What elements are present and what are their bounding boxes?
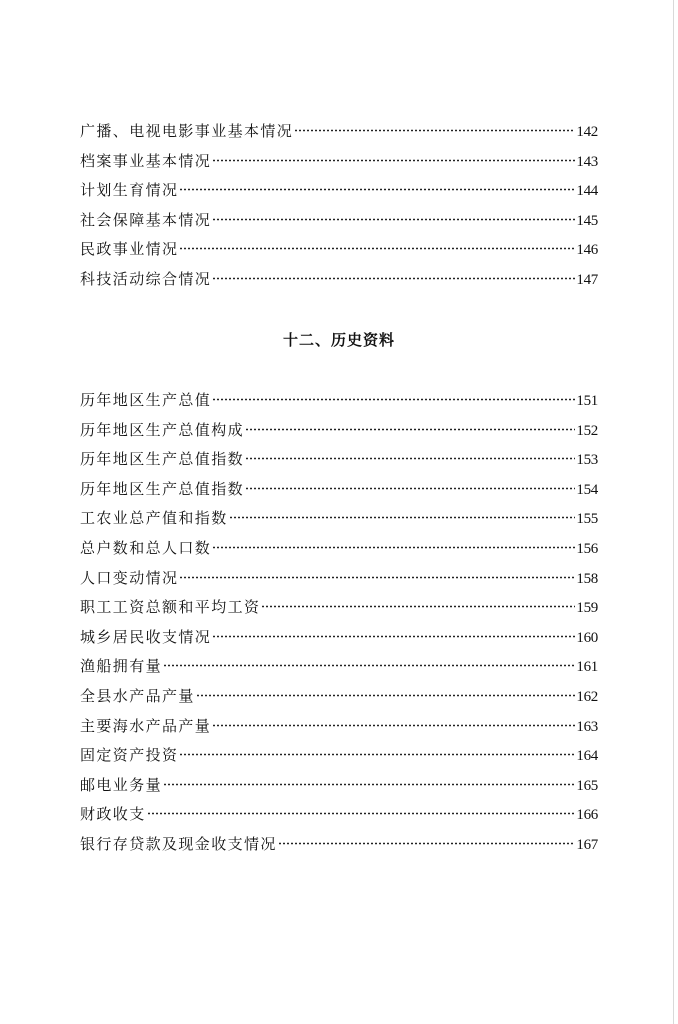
toc-leader-dots	[229, 516, 576, 519]
page-edge-rule	[673, 0, 674, 1024]
toc-entry-title: 社会保障基本情况	[80, 210, 212, 229]
toc-entry-page: 160	[576, 629, 598, 646]
toc-leader-dots	[212, 724, 575, 727]
toc-entry-title: 主要海水产品产量	[80, 716, 212, 735]
section-heading: 十二、历史资料	[282, 331, 395, 349]
toc-entry-page: 152	[576, 422, 598, 439]
toc-entry-title: 总户数和总人口数	[80, 538, 212, 557]
toc-entry-title: 全县水产品产量	[80, 686, 195, 705]
toc-entry-page: 153	[576, 452, 598, 469]
toc-entry[interactable]	[80, 564, 598, 594]
toc-leader-dots	[212, 635, 575, 638]
toc-leader-dots	[179, 247, 575, 250]
toc-leader-dots	[294, 129, 575, 132]
toc-entry-page: 155	[576, 511, 598, 528]
toc-leader-dots	[245, 457, 575, 460]
toc-entry-title: 历年地区生产总值指数	[80, 479, 245, 498]
toc-leader-dots	[261, 605, 575, 608]
toc-entry[interactable]	[80, 712, 598, 742]
toc-entry[interactable]	[80, 504, 598, 534]
toc-leader-dots	[179, 753, 575, 756]
toc-entry-title: 历年地区生产总值构成	[80, 420, 245, 439]
toc-entry[interactable]	[80, 206, 598, 236]
toc-leader-dots	[147, 812, 576, 815]
toc-entry[interactable]	[80, 830, 598, 860]
toc-leader-dots	[163, 783, 575, 786]
toc-list-history	[80, 386, 598, 860]
toc-entry-title: 工农业总产值和指数	[80, 509, 228, 528]
toc-entry-title: 广播、电视电影事业基本情况	[80, 122, 294, 140]
toc-entry-page: 162	[576, 688, 598, 705]
toc-entry-title: 银行存贷款及现金收支情况	[80, 834, 277, 853]
toc-entry-page: 144	[576, 183, 598, 200]
toc-entry[interactable]	[80, 741, 598, 771]
toc-entry-page: 165	[576, 777, 598, 794]
toc-entry-title: 计划生育情况	[80, 181, 179, 200]
toc-entry-title: 民政事业情况	[80, 240, 179, 259]
toc-entry-page: 142	[576, 124, 598, 140]
toc-entry[interactable]	[80, 117, 598, 147]
toc-entry-page: 143	[576, 153, 598, 170]
toc-leader-dots	[245, 487, 575, 490]
toc-leader-dots	[196, 694, 576, 697]
toc-entry[interactable]	[80, 416, 598, 446]
toc-entry-page: 166	[576, 807, 598, 824]
toc-leader-dots	[179, 188, 575, 191]
toc-entry[interactable]	[80, 475, 598, 505]
toc-entry-title: 科技活动综合情况	[80, 269, 212, 288]
toc-entry[interactable]	[80, 147, 598, 177]
toc-entry[interactable]	[80, 176, 598, 206]
toc-leader-dots	[245, 428, 575, 431]
toc-entry-page: 159	[576, 600, 598, 617]
toc-entry-page: 154	[576, 481, 598, 498]
toc-entry[interactable]	[80, 534, 598, 564]
toc-leader-dots	[212, 546, 575, 549]
toc-entry[interactable]	[80, 623, 598, 653]
toc-entry-page: 163	[576, 718, 598, 735]
toc-entry-title: 人口变动情况	[80, 568, 179, 587]
toc-entry-page: 156	[576, 540, 598, 557]
toc-entry[interactable]	[80, 652, 598, 682]
toc-entry[interactable]	[80, 265, 598, 295]
toc-entry-title: 职工工资总额和平均工资	[80, 598, 261, 617]
toc-entry[interactable]	[80, 235, 598, 265]
toc-leader-dots	[179, 576, 575, 579]
toc-entry-title: 历年地区生产总值	[80, 391, 212, 409]
toc-entry[interactable]	[80, 771, 598, 801]
toc-leader-dots	[278, 842, 576, 845]
toc-entry[interactable]	[80, 386, 598, 416]
toc-leader-dots	[212, 159, 575, 162]
toc-entry[interactable]	[80, 682, 598, 712]
toc-entry-page: 147	[576, 271, 598, 288]
toc-leader-dots	[212, 277, 575, 280]
toc-leader-dots	[212, 398, 575, 401]
toc-entry-page: 146	[576, 242, 598, 259]
toc-entry-page: 151	[576, 393, 598, 409]
toc-entry-page: 167	[576, 836, 598, 853]
toc-list-top	[80, 117, 598, 295]
toc-entry-title: 邮电业务量	[80, 775, 163, 794]
toc-entry-title: 财政收支	[80, 805, 146, 824]
toc-entry-title: 固定资产投资	[80, 746, 179, 765]
toc-entry[interactable]	[80, 593, 598, 623]
toc-entry-title: 城乡居民收支情况	[80, 627, 212, 646]
toc-leader-dots	[163, 664, 575, 667]
toc-entry-page: 158	[576, 570, 598, 587]
toc-entry-page: 161	[576, 659, 598, 676]
toc-leader-dots	[212, 218, 575, 221]
toc-entry-title: 渔船拥有量	[80, 657, 163, 676]
toc-entry[interactable]	[80, 800, 598, 830]
toc-entry-page: 145	[576, 212, 598, 229]
toc-entry-title: 档案事业基本情况	[80, 151, 212, 170]
toc-entry-title: 历年地区生产总值指数	[80, 450, 245, 469]
toc-entry-page: 164	[576, 748, 598, 765]
toc-entry[interactable]	[80, 445, 598, 475]
